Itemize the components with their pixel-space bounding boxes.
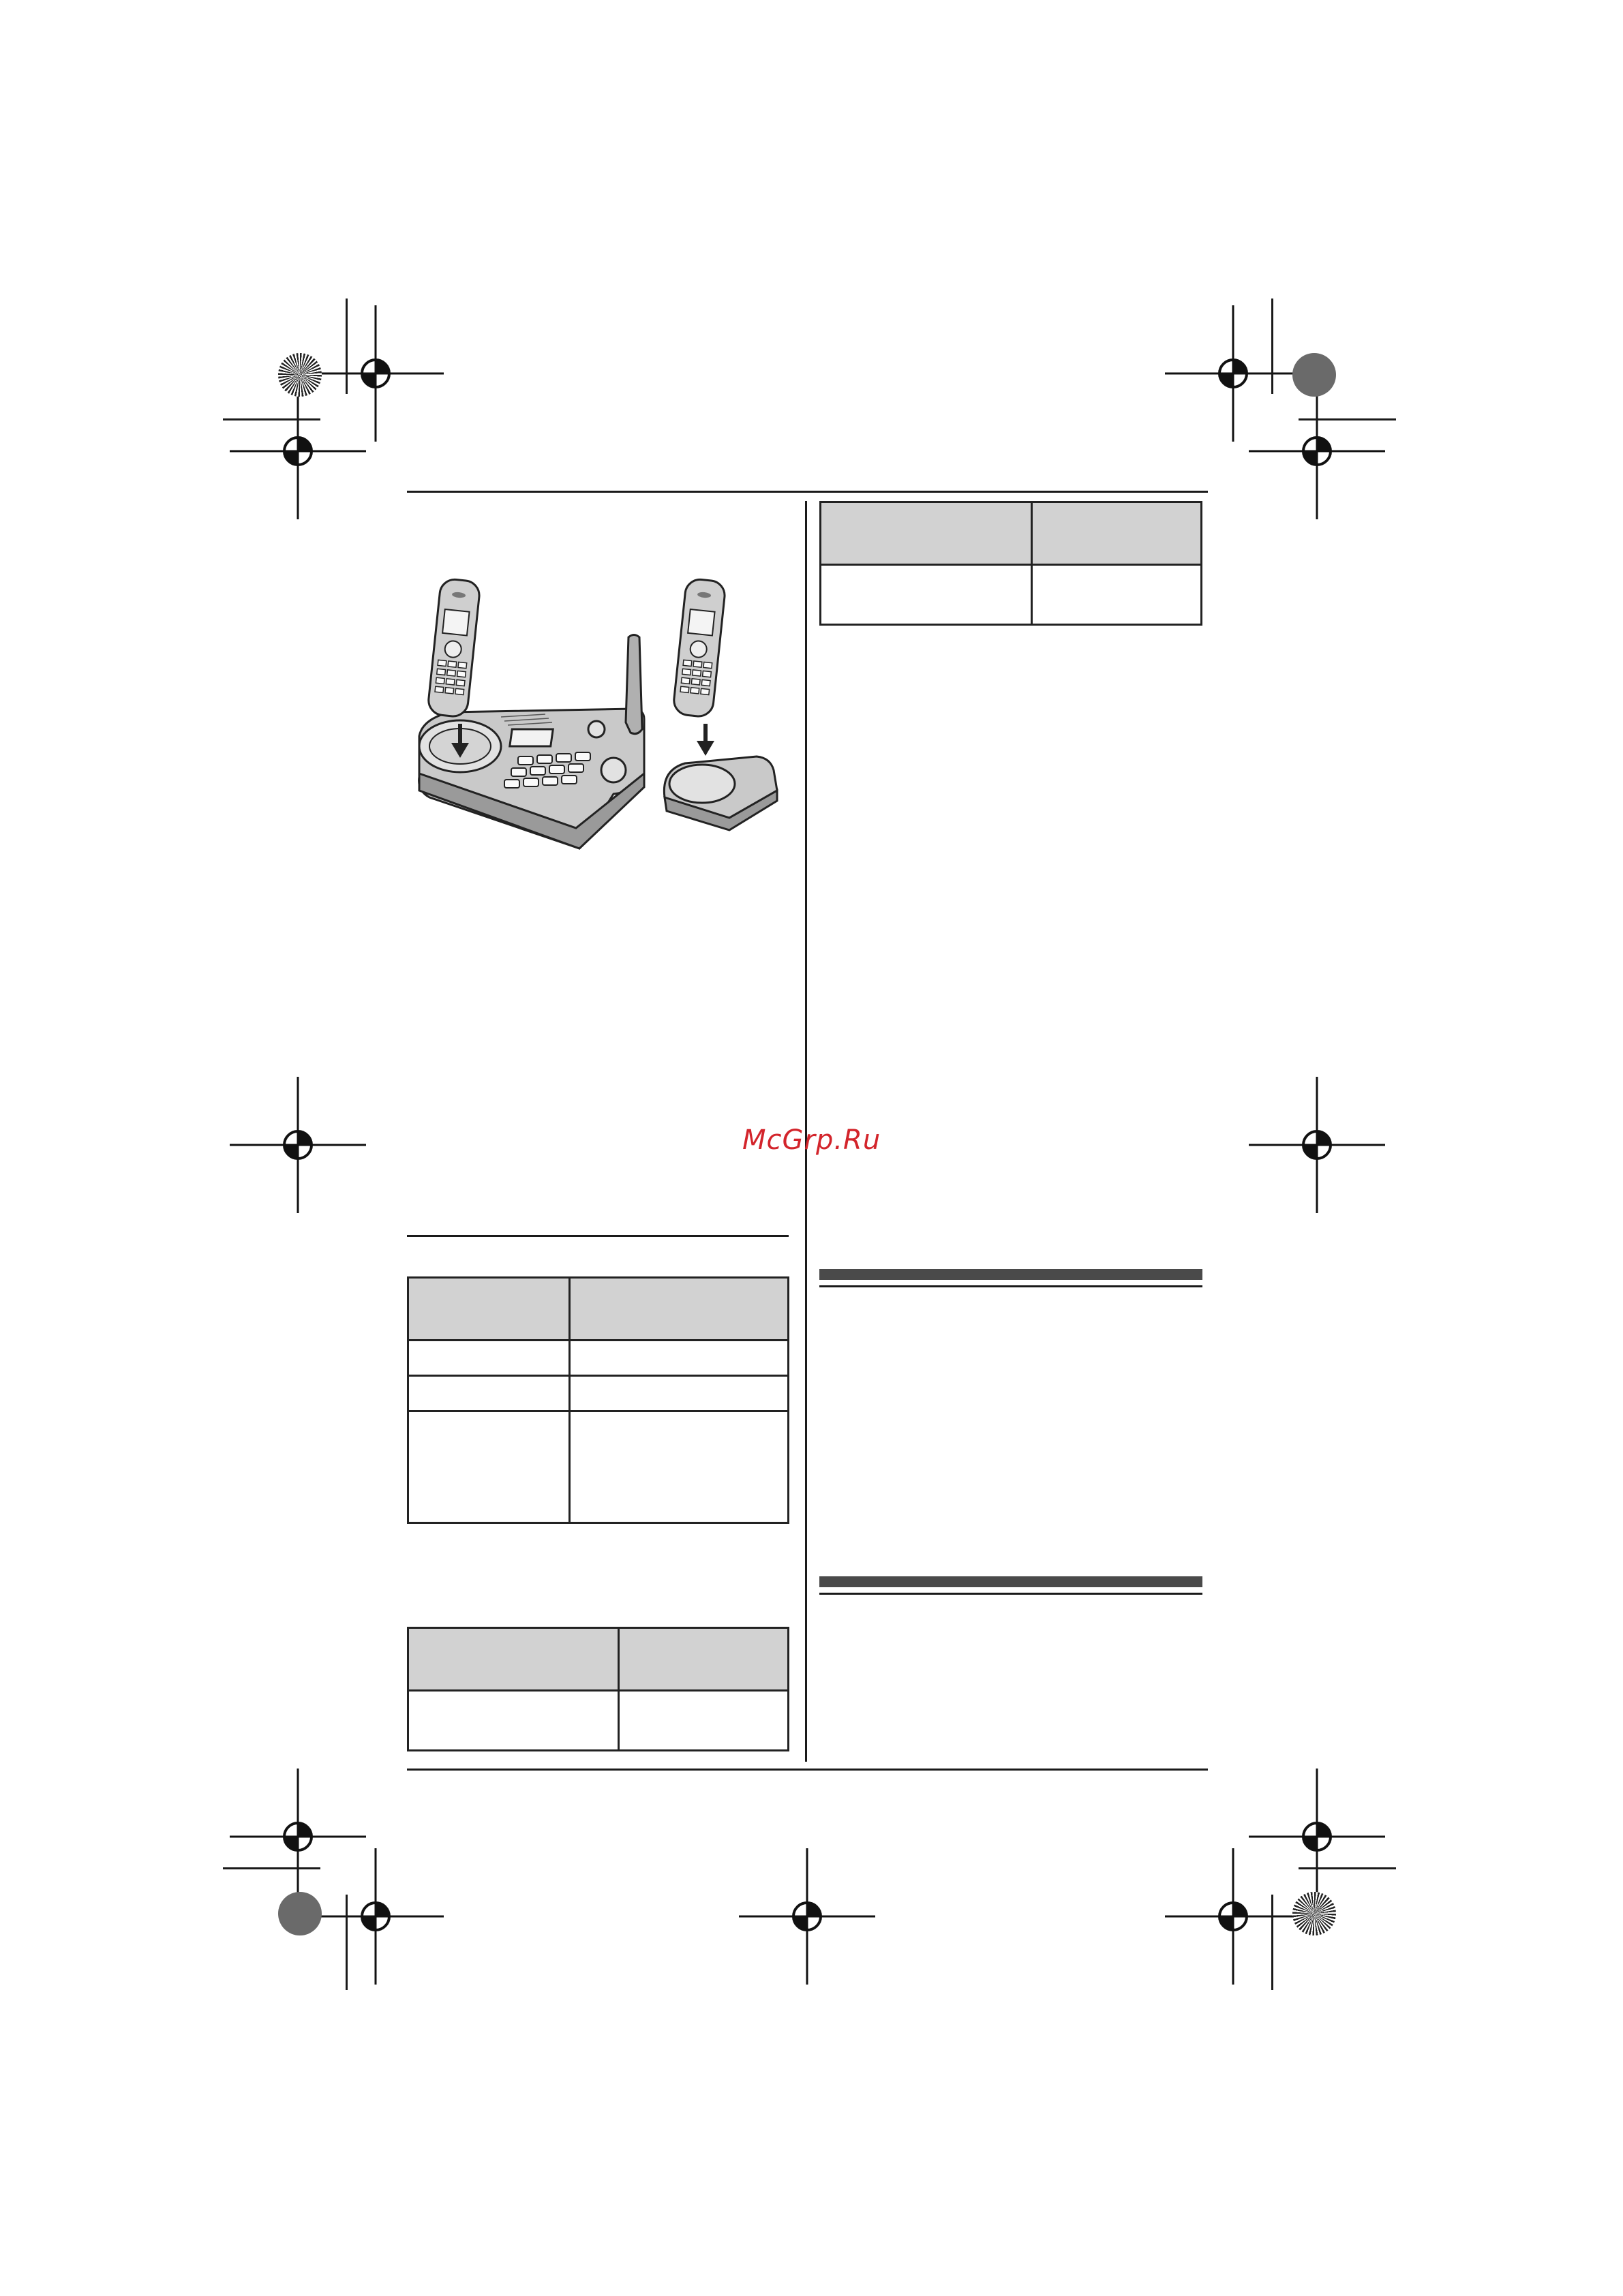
handsets-charging-illustration — [409, 566, 791, 859]
registration-mark-bottom-center — [739, 1848, 875, 1985]
watermark-text: McGrp.Ru — [742, 1124, 881, 1156]
table-cell — [619, 1691, 789, 1751]
registration-mark-middle-right — [1249, 1077, 1385, 1213]
section-heading-bar — [819, 1576, 1202, 1587]
crop-mark — [346, 1895, 348, 1990]
crop-mark — [223, 1867, 320, 1869]
crop-mark — [1299, 1867, 1396, 1869]
spec-table-left-b — [407, 1627, 789, 1751]
crop-mark — [346, 299, 348, 394]
registration-mark-bottom-right-inner — [1165, 1848, 1301, 1985]
registration-mark-bottom-left-inner — [307, 1848, 444, 1985]
table-header-cell — [1032, 502, 1202, 565]
table-header-cell — [821, 502, 1032, 565]
registration-mark-top-left-outer — [230, 383, 366, 519]
table-cell — [570, 1411, 789, 1523]
sunburst-calibration-mark — [278, 353, 322, 397]
header-rule — [407, 491, 1208, 493]
table-cell — [1032, 565, 1202, 625]
section-heading-underline — [819, 1285, 1202, 1287]
spec-table-left-a — [407, 1276, 789, 1524]
color-calibration-mark — [1292, 353, 1336, 397]
table-header-cell — [408, 1278, 570, 1341]
table-cell — [408, 1376, 570, 1411]
sunburst-calibration-mark — [1292, 1892, 1336, 1935]
table-cell — [821, 565, 1032, 625]
crop-mark — [1271, 299, 1273, 394]
color-calibration-mark — [278, 1892, 322, 1935]
table-cell — [408, 1341, 570, 1376]
section-rule — [407, 1235, 789, 1237]
crop-mark — [1271, 1895, 1273, 1990]
table-header-cell — [570, 1278, 789, 1341]
crop-mark — [223, 418, 320, 420]
spec-table-right-a — [819, 501, 1202, 626]
section-heading-bar — [819, 1269, 1202, 1280]
table-cell — [570, 1341, 789, 1376]
table-cell — [570, 1376, 789, 1411]
registration-mark-middle-left — [230, 1077, 366, 1213]
table-header-cell — [408, 1628, 619, 1691]
table-header-cell — [619, 1628, 789, 1691]
table-cell — [408, 1691, 619, 1751]
table-cell — [408, 1411, 570, 1523]
section-heading-underline — [819, 1593, 1202, 1595]
crop-mark — [1299, 418, 1396, 420]
registration-mark-top-right-outer — [1249, 383, 1385, 519]
footer-rule — [407, 1769, 1208, 1771]
